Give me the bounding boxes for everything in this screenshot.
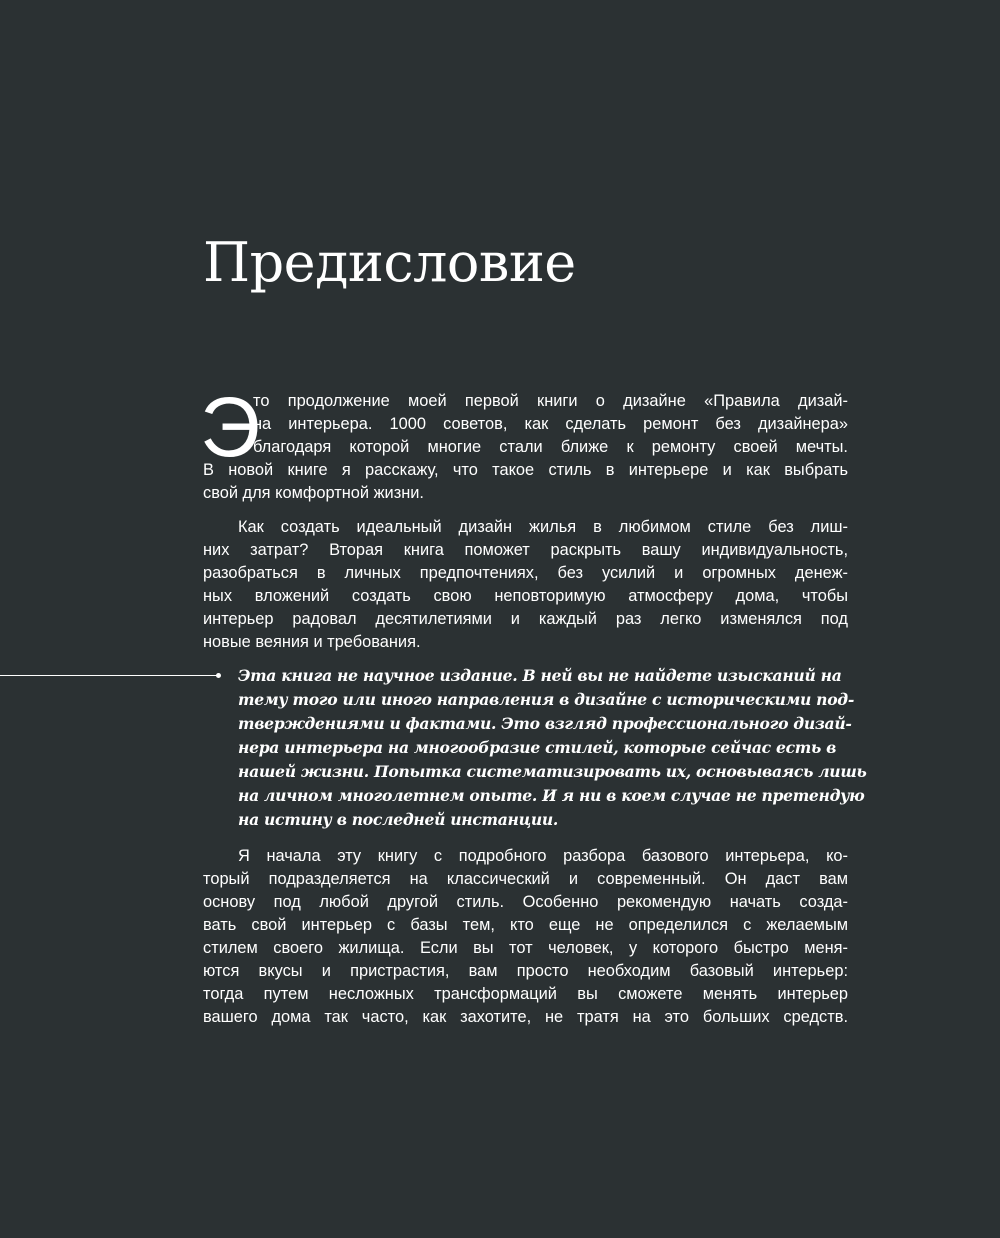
- paragraph-3-line: Я начала эту книгу с подробного разбора базового интерьера, ко-: [238, 847, 848, 865]
- page-title: Предисловие: [203, 231, 576, 294]
- quote-line: нера интерьера на многообразие стилей, которые сейчас есть в: [238, 738, 837, 757]
- paragraph-3-line: вашего дома так часто, как захотите, не тратя на это больших средств.: [203, 1008, 848, 1026]
- paragraph-2-line: Как создать идеальный дизайн жилья в любимом стиле без лиш-: [238, 518, 848, 536]
- paragraph-1-line: благодаря которой многие стали ближе к ремонту своей мечты.: [253, 438, 848, 456]
- quote-line: тему того или иного направления в дизайне с историческими под-: [238, 690, 855, 709]
- paragraph-2-line: новые веяния и требования.: [203, 633, 421, 651]
- paragraph-3-line: стилем своего жилища. Если вы тот человек, у которого быстро меня-: [203, 939, 848, 957]
- paragraph-3-line: тогда путем несложных трансформаций вы сможете менять интерьер: [203, 985, 848, 1003]
- paragraph-3-line: вать свой интерьер с базы тем, кто еще не определился с желаемым: [203, 916, 848, 934]
- quote-line: на личном многолетнем опыте. И я ни в коем случае не претендую: [238, 786, 865, 805]
- quote-line: нашей жизни. Попытка систематизировать их, основываясь лишь: [238, 762, 867, 781]
- quote-rule-dot: [216, 673, 221, 678]
- paragraph-1-line: на интерьера. 1000 советов, как сделать ремонт без дизайнера»: [253, 415, 848, 433]
- drop-cap: Э: [200, 380, 261, 474]
- quote-rule: [0, 675, 218, 676]
- paragraph-2-line: ных вложений создать свою неповторимую атмосферу дома, чтобы: [203, 587, 848, 605]
- paragraph-2-line: них затрат? Вторая книга поможет раскрыть вашу индивидуальность,: [203, 541, 848, 559]
- paragraph-1-line: свой для комфортной жизни.: [203, 484, 424, 502]
- paragraph-1-line: В новой книге я расскажу, что такое стиль в интерьере и как выбрать: [203, 461, 848, 479]
- quote-line: на истину в последней инстанции.: [238, 810, 559, 829]
- paragraph-2-line: интерьер радовал десятилетиями и каждый раз легко изменялся под: [203, 610, 848, 628]
- quote-line: тверждениями и фактами. Это взгляд профессионального дизай-: [238, 714, 852, 733]
- paragraph-3-line: ются вкусы и пристрастия, вам просто необходим базовый интерьер:: [203, 962, 848, 980]
- paragraph-2-line: разобраться в личных предпочтениях, без усилий и огромных денеж-: [203, 564, 848, 582]
- paragraph-3-line: торый подразделяется на классический и современный. Он даст вам: [203, 870, 848, 888]
- paragraph-1-line: то продолжение моей первой книги о дизайне «Правила дизай-: [253, 392, 848, 410]
- paragraph-3-line: основу под любой другой стиль. Особенно рекомендую начать созда-: [203, 893, 848, 911]
- quote-line: Эта книга не научное издание. В ней вы не найдете изысканий на: [238, 666, 842, 685]
